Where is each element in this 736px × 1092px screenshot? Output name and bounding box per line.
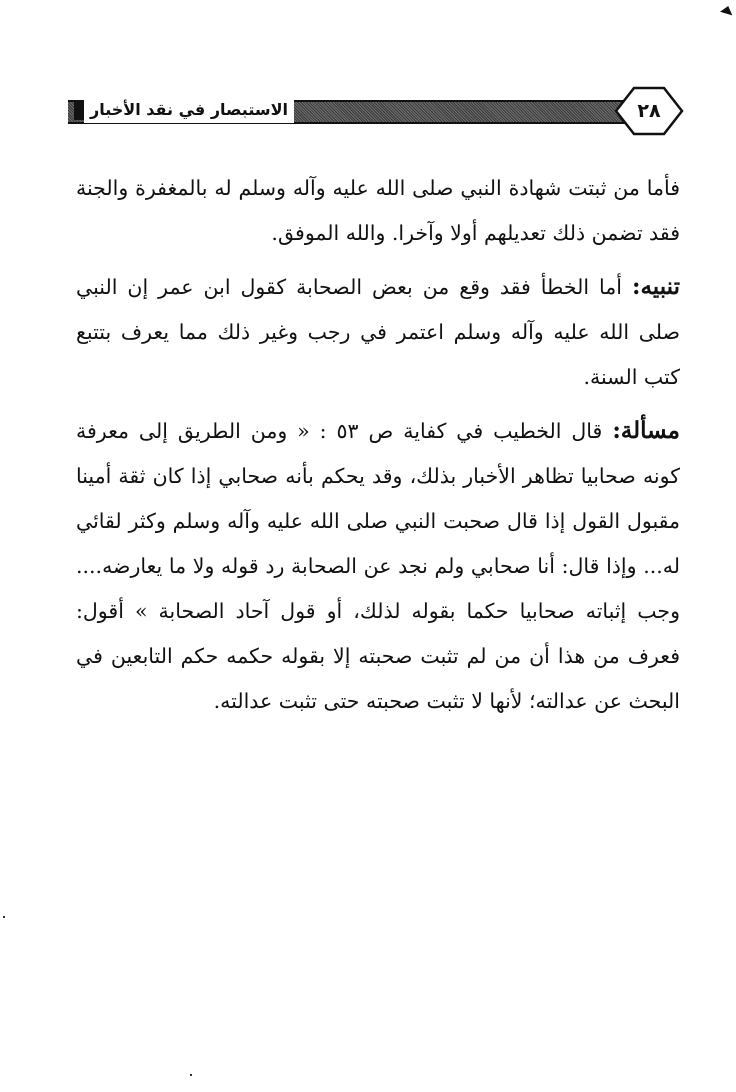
paragraph-1-text: فأما من ثبتت شهادة النبي صلى الله عليه وآله وسلم له بالمغفرة والجنة فقد تضمن ذلك تعديلهم أولا وآخرا. والله الموفق. <box>76 176 680 245</box>
paragraph-1 <box>76 166 680 256</box>
scan-corner-mark <box>720 6 734 20</box>
running-header <box>68 86 686 136</box>
term-tanbih: تنبيه: <box>631 273 680 300</box>
scan-speck <box>190 1074 192 1076</box>
header-band-endcap <box>74 100 84 120</box>
page-number-diamond <box>612 86 686 136</box>
paragraph-masala-text: قال الخطيب في كفاية ص ٥٣ : « ومن الطريق إلى معرفة كونه صحابيا تظاهر الأخبار بذلك، وقد يحكم بأنه صحابي إذا كان ثقة أمينا مقبول القول إذا قال صحبت النبي صلى الله عليه وآله وسلم وكثر لقائي له... وإذا قال: أنا صحابي ولم نجد عن الصحابة رد قوله ولا ما يعارضه.... وجب إثباته صحابيا حكما بقوله لذلك، أو قول آحاد الصحابة » أقول: فعرف من هذا أن من لم تثبت صحبته إلا بقوله حكمه حكم التابعين في البحث عن عدالته؛ لأنها لا تثبت صحبته حتى تثبت عدالته. <box>76 419 680 713</box>
page-body <box>76 166 680 732</box>
paragraph-masala <box>76 408 680 724</box>
running-title: الاستبصار في نقد الأخبار <box>84 97 294 123</box>
term-masala: مسألة: <box>612 417 680 444</box>
paragraph-tanbih-text: أما الخطأ فقد وقع من بعض الصحابة كقول ابن عمر إن النبي صلى الله عليه وآله وسلم اعتمر في رجب وغير ذلك مما يعرف بتتبع كتب السنة. <box>76 275 680 389</box>
scan-speck <box>3 916 5 918</box>
paragraph-tanbih <box>76 264 680 400</box>
page-number: ٢٨ <box>637 100 661 122</box>
